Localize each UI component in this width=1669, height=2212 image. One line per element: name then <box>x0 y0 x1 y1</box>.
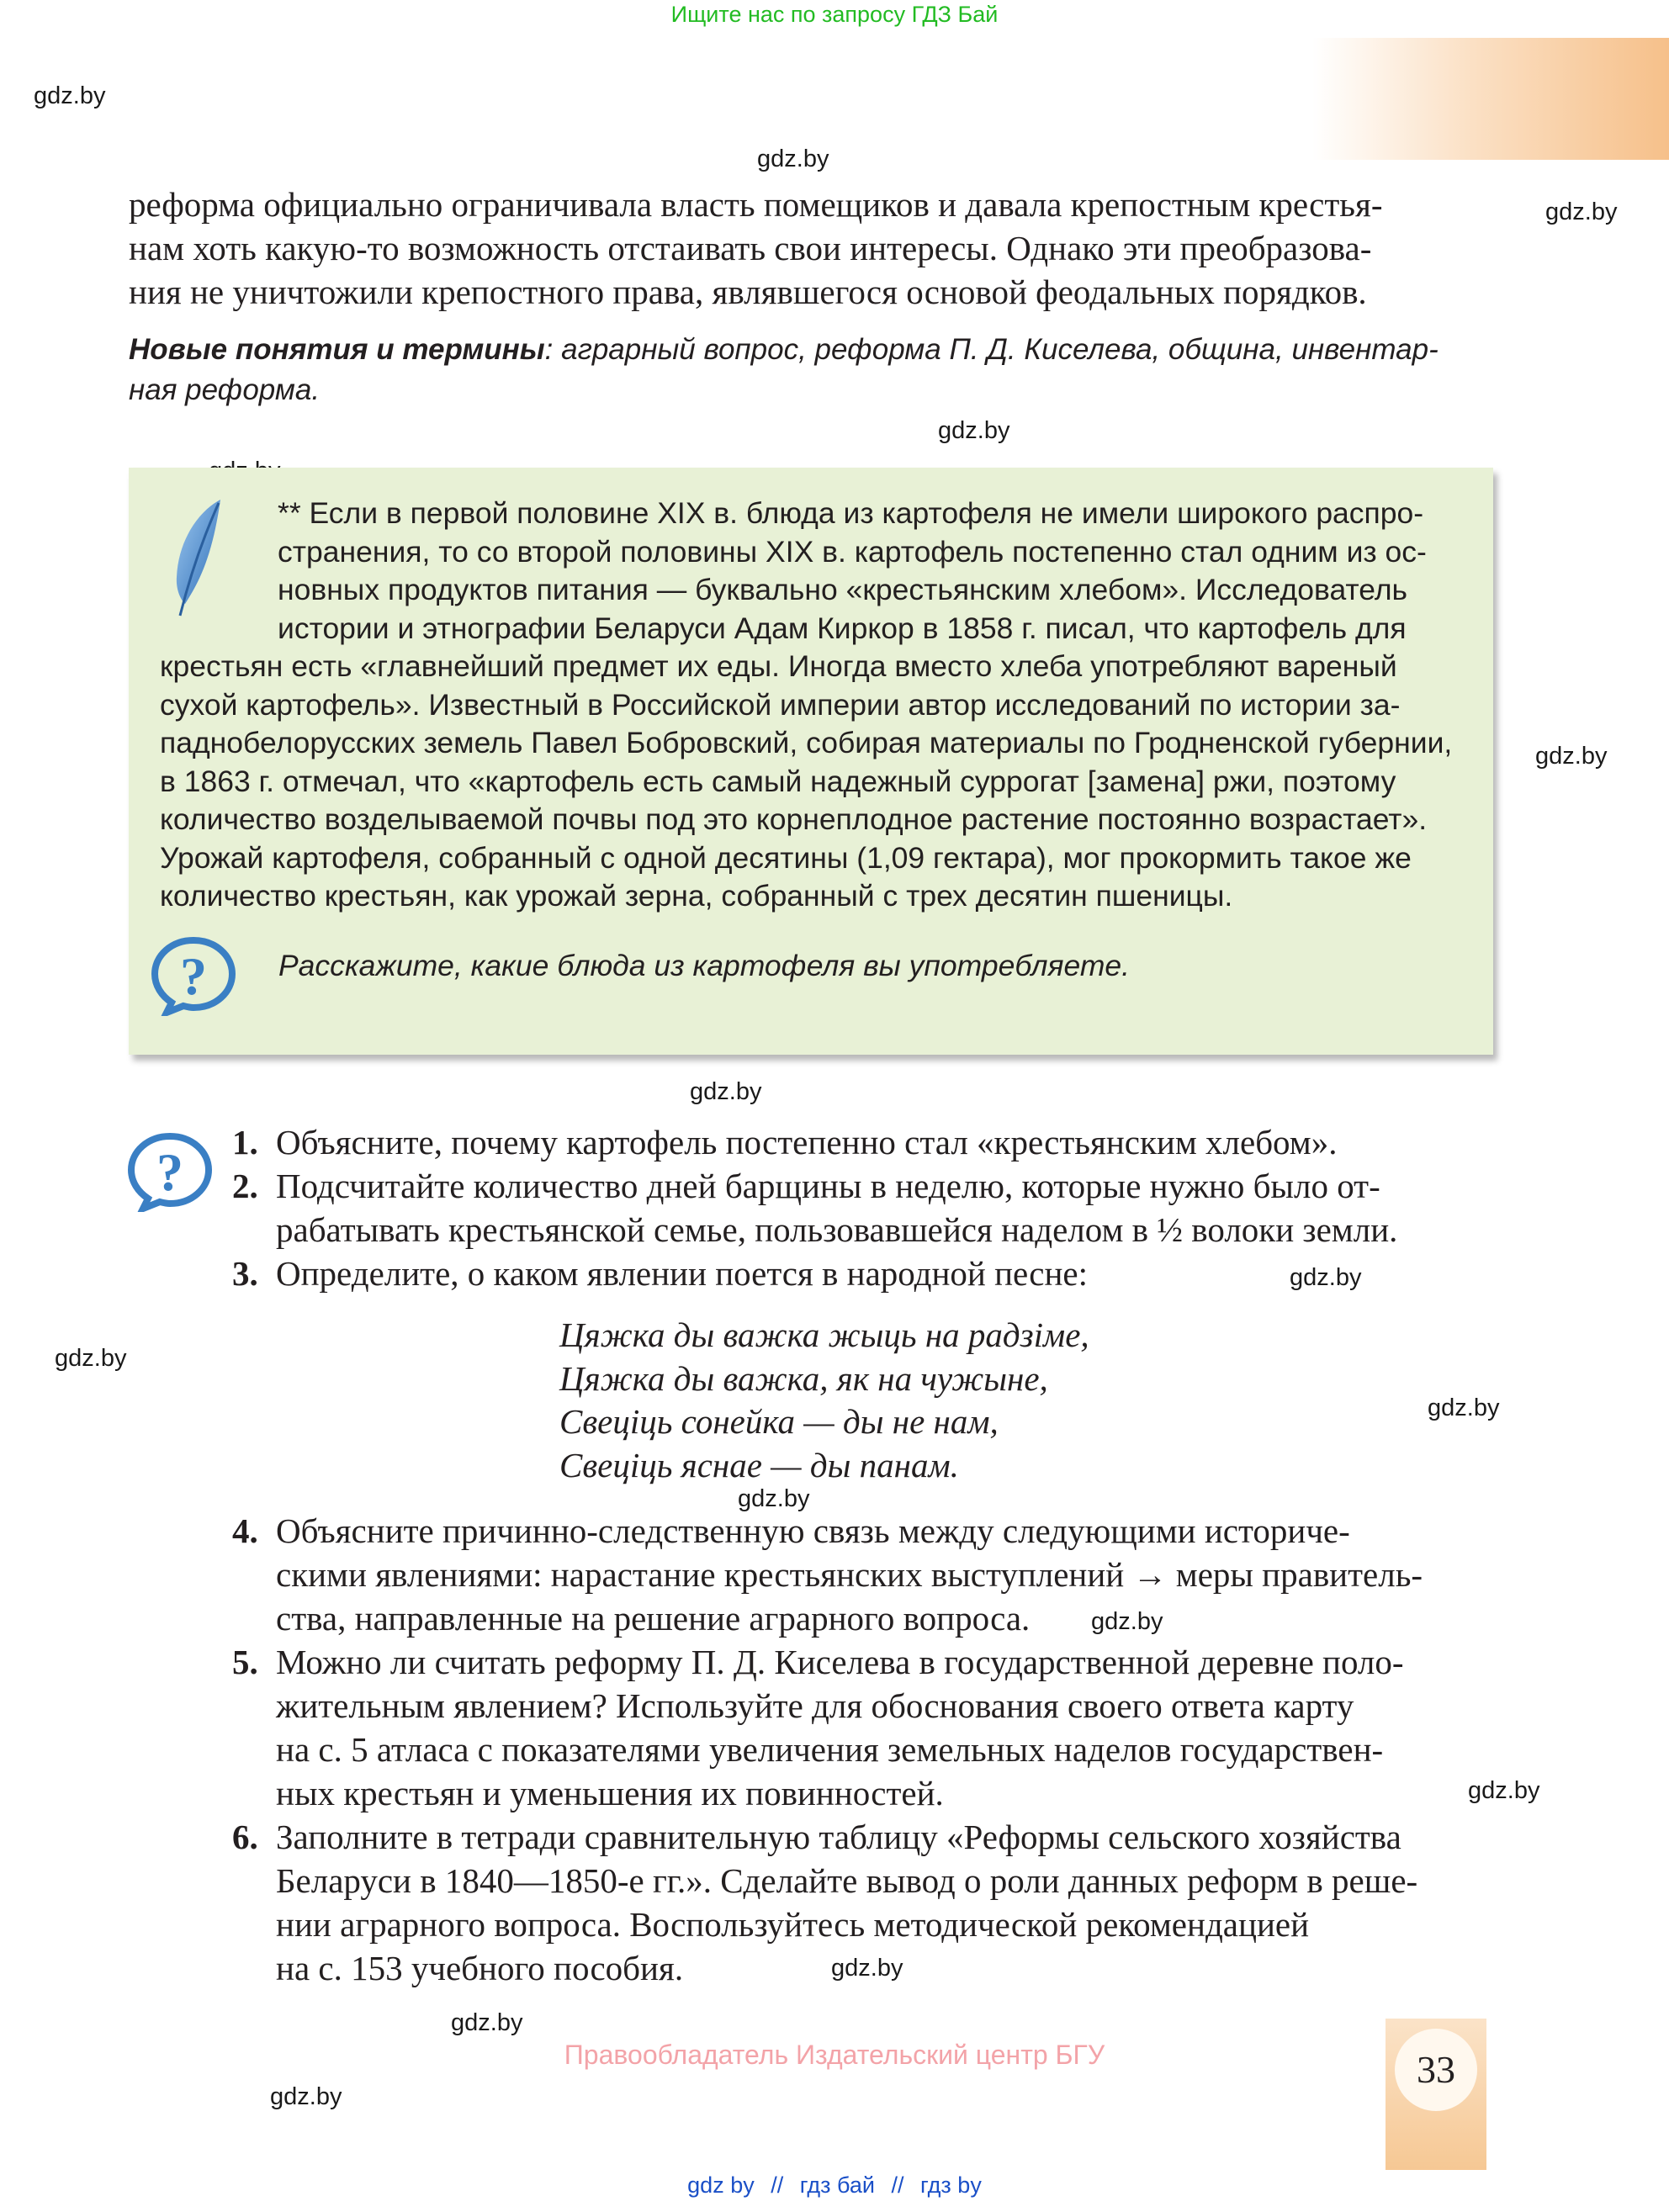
question-line: рабатывать крестьянской семье, пользовавшейся наделом в ½ волоки земли. <box>276 1210 1398 1249</box>
question-line: жительным явлением? Используйте для обоснования своего ответа карту <box>276 1686 1354 1725</box>
copyright-holder: Правообладатель Издательский центр БГУ <box>564 2040 1105 2070</box>
question-line: на с. 5 атласа с показателями увеличения земельных наделов государствен- <box>276 1730 1384 1769</box>
watermark: gdz.by <box>1535 743 1608 770</box>
note-line: странения, то со второй половины XIX в. картофель постепенно стал одним из ос- <box>278 534 1427 569</box>
questions-list <box>232 1120 1490 1295</box>
question-line: Можно ли считать реформу П. Д. Киселева в государственной деревне поло- <box>276 1643 1404 1681</box>
intro-line: нам хоть какую-то возможность отстаивать свои интересы. Однако эти преобразова- <box>129 229 1372 267</box>
question-line: нии аграрного вопроса. Воспользуйтесь методической рекомендацией <box>276 1905 1310 1944</box>
note-line: количество возделываемой почвы под это корнеплодное растение постоянно возрастает». <box>160 802 1428 836</box>
watermark: gdz.by <box>738 1485 810 1512</box>
question-line: Объясните, почему картофель постепенно стал «крестьянским хлебом». <box>276 1123 1338 1162</box>
folk-song <box>559 1314 1089 1487</box>
question-item <box>232 1252 1490 1295</box>
watermark: gdz.by <box>1468 1777 1540 1804</box>
note-line: ** Если в первой половине XIX в. блюда из картофеля не имели широкого распро- <box>278 496 1424 530</box>
note-line: новных продуктов питания — буквально «крестьянским хлебом». Исследователь <box>278 573 1408 606</box>
svg-text:?: ? <box>156 1142 183 1202</box>
note-line: в 1863 г. отмечал, что «картофель есть самый надежный суррогат [замена] ржи, поэтому <box>160 764 1396 798</box>
top-banner[interactable]: Ищите нас по запросу ГДЗ Бай <box>670 2 999 27</box>
watermark: gdz.by <box>55 1345 127 1372</box>
note-line: количество крестьян, как урожай зерна, собранный с трех десятин пшеницы. <box>160 879 1233 913</box>
question-number: 5. <box>232 1643 258 1681</box>
watermark: gdz.by <box>1091 1608 1163 1635</box>
question-icon <box>150 935 237 1016</box>
new-terms <box>129 330 1490 410</box>
link-gdz-bai[interactable]: гдз бай <box>799 2172 875 2198</box>
note-line: Урожай картофеля, собранный с одной десятины (1,09 гектара), мог прокормить такое же <box>160 840 1412 875</box>
terms-text-2: ная реформа. <box>129 373 321 406</box>
note-question: Расскажите, какие блюда из картофеля вы употребляете. <box>278 949 1131 982</box>
link-gdz-by[interactable]: gdz by <box>687 2172 755 2198</box>
note-line: крестьян есть «главнейший предмет их еды. Иногда вместо хлеба употребляют вареный <box>160 649 1397 683</box>
question-item <box>232 1509 1490 1640</box>
watermark: gdz.by <box>690 1078 762 1105</box>
question-line: Определите, о каком явлении поется в народной песне: <box>276 1254 1089 1293</box>
question-item <box>232 1120 1490 1164</box>
watermark: gdz.by <box>757 146 829 172</box>
question-number: 4. <box>232 1511 258 1550</box>
link-gdz-by-2[interactable]: гдз by <box>920 2172 982 2198</box>
question-line: Заполните в тетради сравнительную таблицу «Реформы сельского хозяйства <box>276 1818 1401 1856</box>
watermark: gdz.by <box>270 2083 342 2110</box>
question-number: 2. <box>232 1167 258 1205</box>
question-line: скими явлениями: нарастание крестьянских выступлений → меры правитель- <box>276 1555 1423 1594</box>
question-item <box>232 1164 1490 1252</box>
watermark: gdz.by <box>1428 1394 1500 1421</box>
page-number: 33 <box>1395 2029 1477 2111</box>
question-icon <box>126 1131 214 1212</box>
intro-paragraph <box>129 183 1490 314</box>
question-number: 1. <box>232 1123 258 1162</box>
terms-text: : аграрный вопрос, реформа П. Д. Киселева, община, инвентар- <box>544 333 1439 366</box>
question-line: на с. 153 учебного пособия. <box>276 1949 684 1987</box>
watermark: gdz.by <box>831 1955 903 1982</box>
question-number: 6. <box>232 1818 258 1856</box>
link-separator: // <box>771 2172 784 2198</box>
intro-line: реформа официально ограничивала власть помещиков и давала крепостным крестья- <box>129 185 1383 224</box>
terms-label: Новые понятия и термины <box>129 333 545 366</box>
bottom-links <box>0 2172 1669 2199</box>
note-text <box>160 495 1464 916</box>
question-line: Объясните причинно-следственную связь между следующими историче- <box>276 1511 1350 1550</box>
question-line: Беларуси в 1840—1850-е гг.». Сделайте вывод о роли данных реформ в реше- <box>276 1861 1418 1900</box>
watermark: gdz.by <box>34 82 106 109</box>
watermark: gdz.by <box>1290 1264 1362 1291</box>
watermark: gdz.by <box>451 2009 523 2036</box>
question-line: ных крестьян и уменьшения их повинностей. <box>276 1774 944 1812</box>
poem-line: Свеціць яснае — ды панам. <box>559 1445 959 1484</box>
watermark: gdz.by <box>938 417 1010 444</box>
link-separator: // <box>891 2172 904 2198</box>
question-number: 3. <box>232 1254 258 1293</box>
poem-line: Цяжка ды важка, як на чужыне, <box>559 1358 1048 1398</box>
corner-decoration <box>1312 38 1669 160</box>
poem-line: Свеціць сонейка — ды не нам, <box>559 1402 999 1441</box>
note-line: истории и этнографии Беларуси Адам Киркор в 1858 г. писал, что картофель для <box>278 611 1407 645</box>
question-item <box>232 1640 1490 1815</box>
note-line: сухой картофель». Известный в Российской империи автор исследований по истории за- <box>160 687 1401 722</box>
intro-line: ния не уничтожили крепостного права, являвшегося основой феодальных порядков. <box>129 273 1367 311</box>
poem-line: Цяжка ды важка жыць на радзіме, <box>559 1315 1089 1354</box>
watermark: gdz.by <box>1545 198 1618 225</box>
questions-list-continued <box>232 1509 1490 1990</box>
note-line: паднобелорусских земель Павел Бобровский, собирая материалы по Гродненской губернии, <box>160 726 1453 759</box>
question-item <box>232 1815 1490 1990</box>
question-line: Подсчитайте количество дней барщины в неделю, которые нужно было от- <box>276 1167 1380 1205</box>
question-line: ства, направленные на решение аграрного вопроса. <box>276 1599 1031 1638</box>
svg-text:?: ? <box>180 946 207 1006</box>
